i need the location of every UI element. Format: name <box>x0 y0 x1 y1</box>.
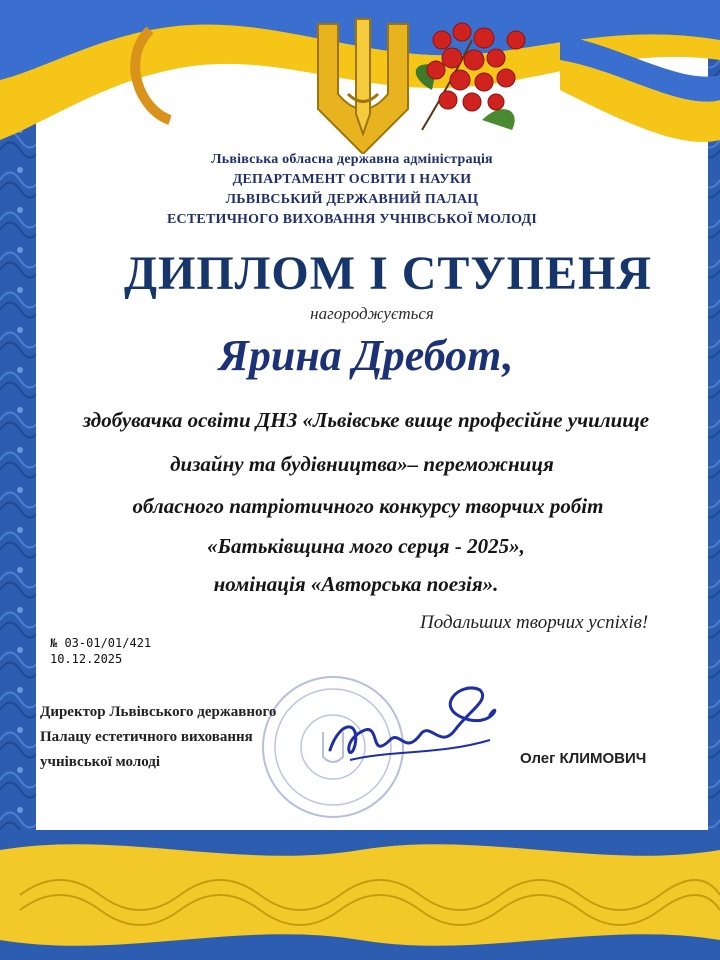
diploma-title: ДИПЛОМ І СТУПЕНЯ <box>123 247 653 300</box>
header-line-aesthetic: ЕСТЕТИЧНОГО ВИХОВАННЯ УЧНІВСЬКОЇ МОЛОДІ <box>167 212 537 227</box>
wish-text: Подальших творчих успіхів! <box>420 612 649 633</box>
registration-date: 10.12.2025 <box>50 652 123 666</box>
body-line-4: «Батьківщина мого серця - 2025», <box>207 534 525 558</box>
header-line-administration: Львівська обласна державна адміністрація <box>211 152 493 167</box>
awarded-label: нагороджується <box>310 304 434 323</box>
body-line-5: номінація «Авторська поезія». <box>213 572 499 596</box>
header-line-department: ДЕПАРТАМЕНТ ОСВІТИ І НАУКИ <box>232 172 472 187</box>
body-line-1: здобувачка освіти ДНЗ «Львівське вище професійне училище <box>82 408 650 432</box>
header-line-palace: ЛЬВІВСЬКИЙ ДЕРЖАВНИЙ ПАЛАЦ <box>225 192 479 207</box>
position-line-2: Палацу естетичного виховання <box>40 729 253 745</box>
viburnum-icon <box>412 20 542 140</box>
registration-number: № 03-01/01/421 <box>50 636 152 650</box>
body-line-2: дизайну та будівництва»– переможниця <box>170 452 554 476</box>
signatory-position <box>40 700 276 775</box>
bottom-ornament-band <box>0 830 720 960</box>
position-line-3: учнівської молоді <box>40 754 161 770</box>
signatory-name: Олег КЛИМОВИЧ <box>520 750 647 767</box>
body-line-3: обласного патріотичного конкурсу творчих робіт <box>132 494 604 518</box>
position-line-1: Директор Львівського державного <box>40 704 277 720</box>
signature-icon <box>320 680 510 780</box>
recipient-name: Ярина Дребот, <box>218 331 514 380</box>
trident-icon <box>308 14 418 154</box>
